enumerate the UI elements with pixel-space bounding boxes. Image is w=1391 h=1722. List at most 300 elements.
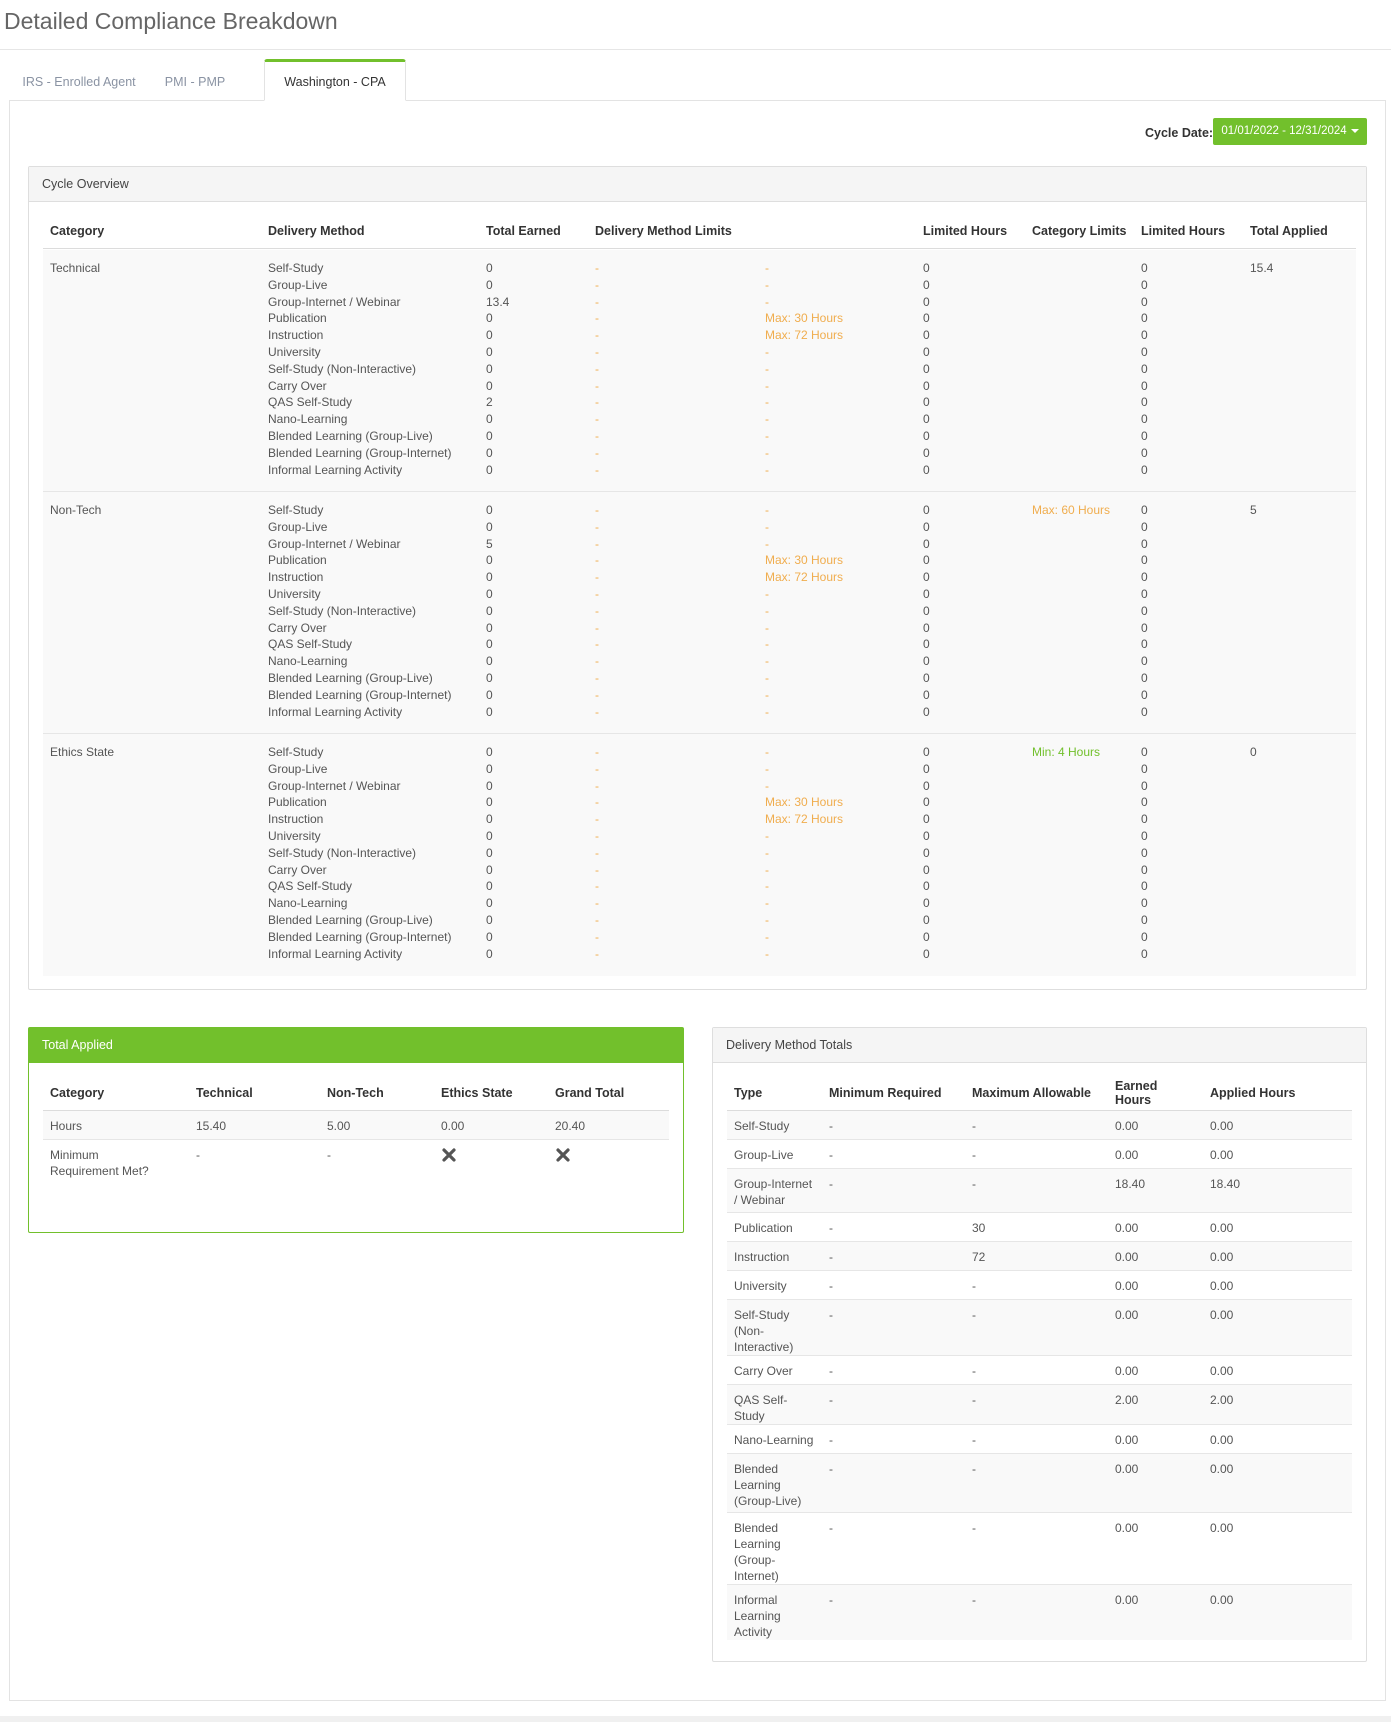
limited-hours: 0 bbox=[923, 553, 930, 568]
total-applied-col-header: Category bbox=[43, 1076, 189, 1110]
category-name: Technical bbox=[50, 261, 101, 275]
maximum-allowable: - bbox=[965, 1384, 1108, 1424]
minimum-required: - bbox=[822, 1110, 965, 1139]
minimum-required: - bbox=[822, 1241, 965, 1270]
limited-hours: 0 bbox=[923, 361, 930, 376]
method-limit-min: - bbox=[595, 429, 599, 443]
overview-row bbox=[43, 895, 1356, 912]
table-row bbox=[727, 1384, 1352, 1424]
method-limit-min: - bbox=[595, 503, 599, 517]
method-limit-min: - bbox=[595, 294, 599, 309]
table-row bbox=[727, 1110, 1352, 1139]
method-limit-min: - bbox=[595, 654, 599, 669]
method-limit-min: - bbox=[595, 913, 599, 927]
x-mark-icon bbox=[441, 1147, 457, 1163]
method-limit-max: - bbox=[765, 395, 769, 410]
limited-hours-category: 0 bbox=[1141, 345, 1148, 359]
delivery-totals-col-header: Earned Hours bbox=[1108, 1076, 1203, 1110]
method-limit-max: Max: 30 Hours bbox=[765, 553, 844, 568]
applied-hours: 0.00 bbox=[1203, 1299, 1352, 1355]
method-limit-max: - bbox=[765, 429, 769, 443]
delivery-method: Informal Learning Activity bbox=[268, 704, 403, 719]
cycle-overview-header bbox=[43, 215, 1356, 249]
overview-row bbox=[43, 620, 1356, 637]
overview-row bbox=[43, 378, 1356, 395]
limited-hours: 0 bbox=[923, 395, 930, 410]
category-group bbox=[43, 250, 1356, 492]
applied-hours: 0.00 bbox=[1203, 1110, 1352, 1139]
overview-row bbox=[43, 462, 1356, 479]
tab-content bbox=[9, 100, 1386, 1701]
method-limit-min: - bbox=[595, 687, 599, 702]
grand-requirement-status bbox=[548, 1139, 669, 1197]
limited-hours-category: 0 bbox=[1141, 654, 1148, 669]
category-group bbox=[43, 734, 1356, 976]
table-row bbox=[727, 1241, 1352, 1270]
overview-row bbox=[43, 862, 1356, 879]
limited-hours: 0 bbox=[923, 637, 930, 652]
method-limit-min: - bbox=[595, 761, 599, 776]
method-limit-max: - bbox=[765, 361, 769, 376]
method-limit-max: - bbox=[765, 778, 769, 793]
limited-hours: 0 bbox=[923, 761, 930, 776]
limited-hours-category: 0 bbox=[1141, 862, 1148, 877]
limited-hours-category: 0 bbox=[1141, 261, 1148, 275]
limited-hours-category: 0 bbox=[1141, 829, 1148, 843]
method-limit-max: - bbox=[765, 412, 769, 427]
method-limit-max: - bbox=[765, 587, 769, 601]
total-earned: 0 bbox=[486, 603, 493, 618]
method-limit-min: - bbox=[595, 587, 599, 601]
delivery-method: Group-Live bbox=[268, 519, 328, 534]
method-limit-max: - bbox=[765, 913, 769, 927]
delivery-method: Group-Live bbox=[268, 277, 328, 292]
method-limit-max: - bbox=[765, 829, 769, 843]
overview-row bbox=[43, 761, 1356, 778]
delivery-method: Informal Learning Activity bbox=[268, 946, 403, 961]
overview-row bbox=[43, 778, 1356, 795]
cycle-date-dropdown[interactable] bbox=[1213, 118, 1367, 145]
maximum-allowable: - bbox=[965, 1299, 1108, 1355]
overview-row bbox=[43, 445, 1356, 462]
total-earned: 0 bbox=[486, 745, 493, 759]
method-limit-min: - bbox=[595, 845, 599, 860]
limited-hours: 0 bbox=[923, 261, 930, 275]
delivery-method: Carry Over bbox=[268, 620, 327, 635]
category-limit: Max: 60 Hours bbox=[1032, 503, 1111, 517]
total-earned: 0 bbox=[486, 845, 493, 860]
earned-hours: 0.00 bbox=[1108, 1424, 1203, 1453]
total-earned: 0 bbox=[486, 277, 493, 292]
maximum-allowable: - bbox=[965, 1168, 1108, 1212]
method-limit-min: - bbox=[595, 745, 599, 759]
limited-hours-category: 0 bbox=[1141, 378, 1148, 393]
limited-hours: 0 bbox=[923, 328, 930, 343]
method-limit-min: - bbox=[595, 277, 599, 292]
method-limit-min: - bbox=[595, 879, 599, 894]
method-limit-min: - bbox=[595, 412, 599, 427]
method-limit-min: - bbox=[595, 570, 599, 585]
total-earned: 0 bbox=[486, 913, 493, 927]
delivery-method: Group-Live bbox=[268, 761, 328, 776]
earned-hours: 0.00 bbox=[1108, 1110, 1203, 1139]
limited-hours: 0 bbox=[923, 704, 930, 719]
delivery-type: Self-Study bbox=[727, 1110, 822, 1139]
method-limit-min: - bbox=[595, 395, 599, 410]
minimum-required: - bbox=[822, 1512, 965, 1584]
limited-hours: 0 bbox=[923, 879, 930, 894]
method-limit-max: - bbox=[765, 620, 769, 635]
limited-hours: 0 bbox=[923, 654, 930, 669]
total-earned: 0 bbox=[486, 862, 493, 877]
grand-total-value: 20.40 bbox=[548, 1110, 669, 1139]
limited-hours-category: 0 bbox=[1141, 587, 1148, 601]
overview-row bbox=[43, 310, 1356, 327]
total-earned: 0 bbox=[486, 637, 493, 652]
total-earned: 0 bbox=[486, 361, 493, 376]
total-earned: 0 bbox=[486, 946, 493, 961]
maximum-allowable: - bbox=[965, 1139, 1108, 1168]
overview-row bbox=[43, 636, 1356, 653]
delivery-type: University bbox=[727, 1270, 822, 1299]
total-earned: 0 bbox=[486, 412, 493, 427]
earned-hours: 18.40 bbox=[1108, 1168, 1203, 1212]
limited-hours: 0 bbox=[923, 462, 930, 477]
limited-hours: 0 bbox=[923, 829, 930, 843]
total-earned: 0 bbox=[486, 519, 493, 534]
method-limit-min: - bbox=[595, 704, 599, 719]
limited-hours: 0 bbox=[923, 412, 930, 427]
delivery-method: QAS Self-Study bbox=[268, 637, 353, 652]
table-row bbox=[727, 1139, 1352, 1168]
total-earned: 13.4 bbox=[486, 294, 510, 309]
earned-hours: 0.00 bbox=[1108, 1512, 1203, 1584]
col-total-applied: Total Applied bbox=[1250, 224, 1328, 238]
delivery-method: Informal Learning Activity bbox=[268, 462, 403, 477]
delivery-method: Instruction bbox=[268, 328, 324, 343]
total-earned: 0 bbox=[486, 553, 493, 568]
minimum-required: - bbox=[822, 1384, 965, 1424]
limited-hours: 0 bbox=[923, 778, 930, 793]
table-row bbox=[727, 1512, 1352, 1584]
method-limit-max: Max: 30 Hours bbox=[765, 795, 844, 810]
overview-row bbox=[43, 704, 1356, 721]
limited-hours-category: 0 bbox=[1141, 778, 1148, 793]
overview-row bbox=[43, 344, 1356, 361]
delivery-method: Publication bbox=[268, 795, 327, 810]
delivery-method-totals-panel bbox=[712, 1027, 1367, 1662]
method-limit-max: - bbox=[765, 519, 769, 534]
method-limit-min: - bbox=[595, 445, 599, 460]
limited-hours-category: 0 bbox=[1141, 429, 1148, 443]
total-earned: 0 bbox=[486, 345, 493, 359]
method-limit-min: - bbox=[595, 536, 599, 551]
applied-hours: 18.40 bbox=[1203, 1168, 1352, 1212]
limited-hours-category: 0 bbox=[1141, 519, 1148, 534]
table-row bbox=[727, 1584, 1352, 1640]
delivery-method: Self-Study bbox=[268, 261, 324, 275]
delivery-totals-col-header: Maximum Allowable bbox=[965, 1076, 1108, 1110]
limited-hours: 0 bbox=[923, 378, 930, 393]
limited-hours-category: 0 bbox=[1141, 328, 1148, 343]
limited-hours-category: 0 bbox=[1141, 361, 1148, 376]
limited-hours-category: 0 bbox=[1141, 845, 1148, 860]
delivery-method: Self-Study bbox=[268, 503, 324, 517]
limited-hours: 0 bbox=[923, 671, 930, 685]
method-limit-min: - bbox=[595, 795, 599, 810]
delivery-method: Blended Learning (Group-Live) bbox=[268, 671, 433, 685]
limited-hours-category: 0 bbox=[1141, 294, 1148, 309]
method-limit-min: - bbox=[595, 311, 599, 326]
delivery-method: Self-Study (Non-Interactive) bbox=[268, 361, 417, 376]
limited-hours: 0 bbox=[923, 929, 930, 944]
total-earned: 0 bbox=[486, 503, 493, 517]
overview-row bbox=[43, 327, 1356, 344]
overview-row bbox=[43, 946, 1356, 963]
delivery-type: Self-Study (Non-Interactive) bbox=[727, 1299, 822, 1355]
total-applied-value: 0 bbox=[1250, 745, 1257, 759]
col-limited-hours-2: Limited Hours bbox=[1141, 224, 1226, 238]
maximum-allowable: - bbox=[965, 1453, 1108, 1512]
applied-hours: 0.00 bbox=[1203, 1355, 1352, 1384]
limited-hours: 0 bbox=[923, 812, 930, 827]
limited-hours: 0 bbox=[923, 946, 930, 961]
delivery-totals-col-header: Type bbox=[727, 1076, 822, 1110]
limited-hours-category: 0 bbox=[1141, 536, 1148, 551]
total-earned: 0 bbox=[486, 429, 493, 443]
limited-hours: 0 bbox=[923, 519, 930, 534]
earned-hours: 2.00 bbox=[1108, 1384, 1203, 1424]
limited-hours-category: 0 bbox=[1141, 795, 1148, 810]
limited-hours-category: 0 bbox=[1141, 896, 1148, 911]
overview-row bbox=[43, 912, 1356, 929]
col-limited-hours: Limited Hours bbox=[923, 224, 1008, 238]
tab-pmi-pmp[interactable]: PMI - PMP bbox=[164, 75, 226, 89]
delivery-type: Group-Internet / Webinar bbox=[727, 1168, 822, 1212]
method-limit-max: Max: 72 Hours bbox=[765, 812, 844, 827]
total-applied-panel bbox=[28, 1027, 684, 1233]
category-limit: Min: 4 Hours bbox=[1032, 745, 1101, 759]
cycle-overview-title: Cycle Overview bbox=[29, 167, 1366, 202]
limited-hours: 0 bbox=[923, 536, 930, 551]
earned-hours: 0.00 bbox=[1108, 1139, 1203, 1168]
category-name: Non-Tech bbox=[50, 503, 102, 517]
limited-hours: 0 bbox=[923, 687, 930, 702]
limited-hours: 0 bbox=[923, 745, 930, 759]
overview-row bbox=[43, 670, 1356, 687]
maximum-allowable: 30 bbox=[965, 1212, 1108, 1241]
limited-hours: 0 bbox=[923, 277, 930, 292]
delivery-method: Publication bbox=[268, 553, 327, 568]
overview-row bbox=[43, 277, 1356, 294]
maximum-allowable: - bbox=[965, 1512, 1108, 1584]
total-applied-col-header: Ethics State bbox=[434, 1076, 548, 1110]
total-earned: 0 bbox=[486, 328, 493, 343]
limited-hours-category: 0 bbox=[1141, 603, 1148, 618]
overview-row bbox=[43, 428, 1356, 445]
delivery-type: Informal Learning Activity bbox=[727, 1584, 822, 1640]
earned-hours: 0.00 bbox=[1108, 1212, 1203, 1241]
category-name: Ethics State bbox=[50, 745, 115, 759]
minimum-required: - bbox=[822, 1299, 965, 1355]
method-limit-max: - bbox=[765, 745, 769, 759]
earned-hours: 0.00 bbox=[1108, 1453, 1203, 1512]
cycle-date-value: 01/01/2022 - 12/31/2024 bbox=[1221, 125, 1347, 137]
applied-hours: 0.00 bbox=[1203, 1512, 1352, 1584]
nontech-value: 5.00 bbox=[320, 1110, 434, 1139]
method-limit-max: - bbox=[765, 946, 769, 961]
nontech-value: - bbox=[320, 1139, 434, 1197]
limited-hours-category: 0 bbox=[1141, 503, 1148, 517]
delivery-method: Blended Learning (Group-Internet) bbox=[268, 445, 452, 460]
total-earned: 0 bbox=[486, 587, 493, 601]
delivery-method: Instruction bbox=[268, 812, 324, 827]
method-limit-max: - bbox=[765, 637, 769, 652]
table-row bbox=[43, 1139, 669, 1197]
limited-hours-category: 0 bbox=[1141, 946, 1148, 961]
total-earned: 0 bbox=[486, 445, 493, 460]
method-limit-min: - bbox=[595, 896, 599, 911]
method-limit-min: - bbox=[595, 345, 599, 359]
maximum-allowable: - bbox=[965, 1584, 1108, 1640]
delivery-method: Group-Internet / Webinar bbox=[268, 536, 401, 551]
delivery-method: Carry Over bbox=[268, 378, 327, 393]
delivery-type: Blended Learning (Group-Live) bbox=[727, 1453, 822, 1512]
method-limit-max: - bbox=[765, 761, 769, 776]
method-limit-max: Max: 72 Hours bbox=[765, 570, 844, 585]
limited-hours: 0 bbox=[923, 311, 930, 326]
certification-tabs bbox=[10, 59, 1385, 101]
ethics-requirement-status bbox=[434, 1139, 548, 1197]
method-limit-max: - bbox=[765, 654, 769, 669]
minimum-required: - bbox=[822, 1270, 965, 1299]
limited-hours: 0 bbox=[923, 913, 930, 927]
overview-row bbox=[43, 502, 1356, 519]
tab-irs-enrolled-agent[interactable]: IRS - Enrolled Agent bbox=[22, 75, 136, 89]
method-limit-min: - bbox=[595, 361, 599, 376]
maximum-allowable: - bbox=[965, 1270, 1108, 1299]
total-earned: 0 bbox=[486, 929, 493, 944]
applied-hours: 0.00 bbox=[1203, 1139, 1352, 1168]
total-earned: 5 bbox=[486, 536, 493, 551]
overview-row bbox=[43, 411, 1356, 428]
method-limit-max: - bbox=[765, 445, 769, 460]
total-earned: 0 bbox=[486, 462, 493, 477]
delivery-type: Publication bbox=[727, 1212, 822, 1241]
limited-hours: 0 bbox=[923, 845, 930, 860]
delivery-method: Blended Learning (Group-Live) bbox=[268, 429, 433, 443]
table-row bbox=[727, 1453, 1352, 1512]
overview-row bbox=[43, 294, 1356, 311]
method-limit-min: - bbox=[595, 862, 599, 877]
method-limit-min: - bbox=[595, 778, 599, 793]
limited-hours: 0 bbox=[923, 345, 930, 359]
col-category-limits: Category Limits bbox=[1032, 224, 1127, 238]
method-limit-min: - bbox=[595, 812, 599, 827]
method-limit-max: - bbox=[765, 603, 769, 618]
category-group bbox=[43, 492, 1356, 734]
limited-hours-category: 0 bbox=[1141, 412, 1148, 427]
total-earned: 0 bbox=[486, 812, 493, 827]
earned-hours: 0.00 bbox=[1108, 1270, 1203, 1299]
tab-washington-cpa[interactable]: Washington - CPA bbox=[264, 59, 406, 101]
total-earned: 0 bbox=[486, 687, 493, 702]
delivery-method: Group-Internet / Webinar bbox=[268, 778, 401, 793]
limited-hours-category: 0 bbox=[1141, 761, 1148, 776]
method-limit-max: - bbox=[765, 536, 769, 551]
minimum-required: - bbox=[822, 1355, 965, 1384]
delivery-type: Blended Learning (Group-Internet) bbox=[727, 1512, 822, 1584]
overview-row bbox=[43, 603, 1356, 620]
delivery-method: Blended Learning (Group-Internet) bbox=[268, 929, 452, 944]
total-earned: 0 bbox=[486, 261, 493, 275]
total-earned: 0 bbox=[486, 896, 493, 911]
limited-hours-category: 0 bbox=[1141, 637, 1148, 652]
delivery-method: Blended Learning (Group-Internet) bbox=[268, 687, 452, 702]
caret-down-icon bbox=[1351, 129, 1359, 133]
total-applied-col-header: Grand Total bbox=[548, 1076, 669, 1110]
total-applied-value: 15.4 bbox=[1250, 261, 1274, 275]
overview-row bbox=[43, 519, 1356, 536]
delivery-method: Blended Learning (Group-Live) bbox=[268, 913, 433, 927]
method-limit-max: - bbox=[765, 896, 769, 911]
col-delivery-method: Delivery Method bbox=[268, 224, 365, 238]
delivery-method: Nano-Learning bbox=[268, 412, 348, 427]
method-limit-max: - bbox=[765, 671, 769, 685]
method-limit-max: - bbox=[765, 345, 769, 359]
delivery-method: Instruction bbox=[268, 570, 324, 585]
table-row bbox=[727, 1355, 1352, 1384]
applied-hours: 0.00 bbox=[1203, 1212, 1352, 1241]
delivery-method: Self-Study (Non-Interactive) bbox=[268, 603, 417, 618]
method-limit-min: - bbox=[595, 328, 599, 343]
total-earned: 0 bbox=[486, 570, 493, 585]
technical-value: 15.40 bbox=[189, 1110, 320, 1139]
limited-hours-category: 0 bbox=[1141, 462, 1148, 477]
limited-hours: 0 bbox=[923, 587, 930, 601]
limited-hours: 0 bbox=[923, 429, 930, 443]
page-title: Detailed Compliance Breakdown bbox=[4, 8, 338, 34]
minimum-required: - bbox=[822, 1584, 965, 1640]
method-limit-min: - bbox=[595, 553, 599, 568]
overview-row bbox=[43, 794, 1356, 811]
limited-hours: 0 bbox=[923, 896, 930, 911]
applied-hours: 0.00 bbox=[1203, 1584, 1352, 1640]
table-row bbox=[727, 1270, 1352, 1299]
total-earned: 2 bbox=[486, 395, 493, 410]
total-earned: 0 bbox=[486, 620, 493, 635]
method-limit-min: - bbox=[595, 946, 599, 961]
earned-hours: 0.00 bbox=[1108, 1355, 1203, 1384]
overview-row bbox=[43, 845, 1356, 862]
method-limit-max: - bbox=[765, 294, 769, 309]
method-limit-min: - bbox=[595, 378, 599, 393]
overview-row bbox=[43, 536, 1356, 553]
method-limit-max: Max: 72 Hours bbox=[765, 328, 844, 343]
limited-hours-category: 0 bbox=[1141, 745, 1148, 759]
table-row bbox=[727, 1424, 1352, 1453]
technical-value: - bbox=[189, 1139, 320, 1197]
maximum-allowable: - bbox=[965, 1424, 1108, 1453]
delivery-type: Carry Over bbox=[727, 1355, 822, 1384]
method-limit-max: - bbox=[765, 687, 769, 702]
table-row bbox=[43, 1110, 669, 1139]
applied-hours: 0.00 bbox=[1203, 1453, 1352, 1512]
method-limit-max: - bbox=[765, 277, 769, 292]
limited-hours-category: 0 bbox=[1141, 671, 1148, 685]
delivery-totals-col-header: Applied Hours bbox=[1203, 1076, 1352, 1110]
maximum-allowable: 72 bbox=[965, 1241, 1108, 1270]
